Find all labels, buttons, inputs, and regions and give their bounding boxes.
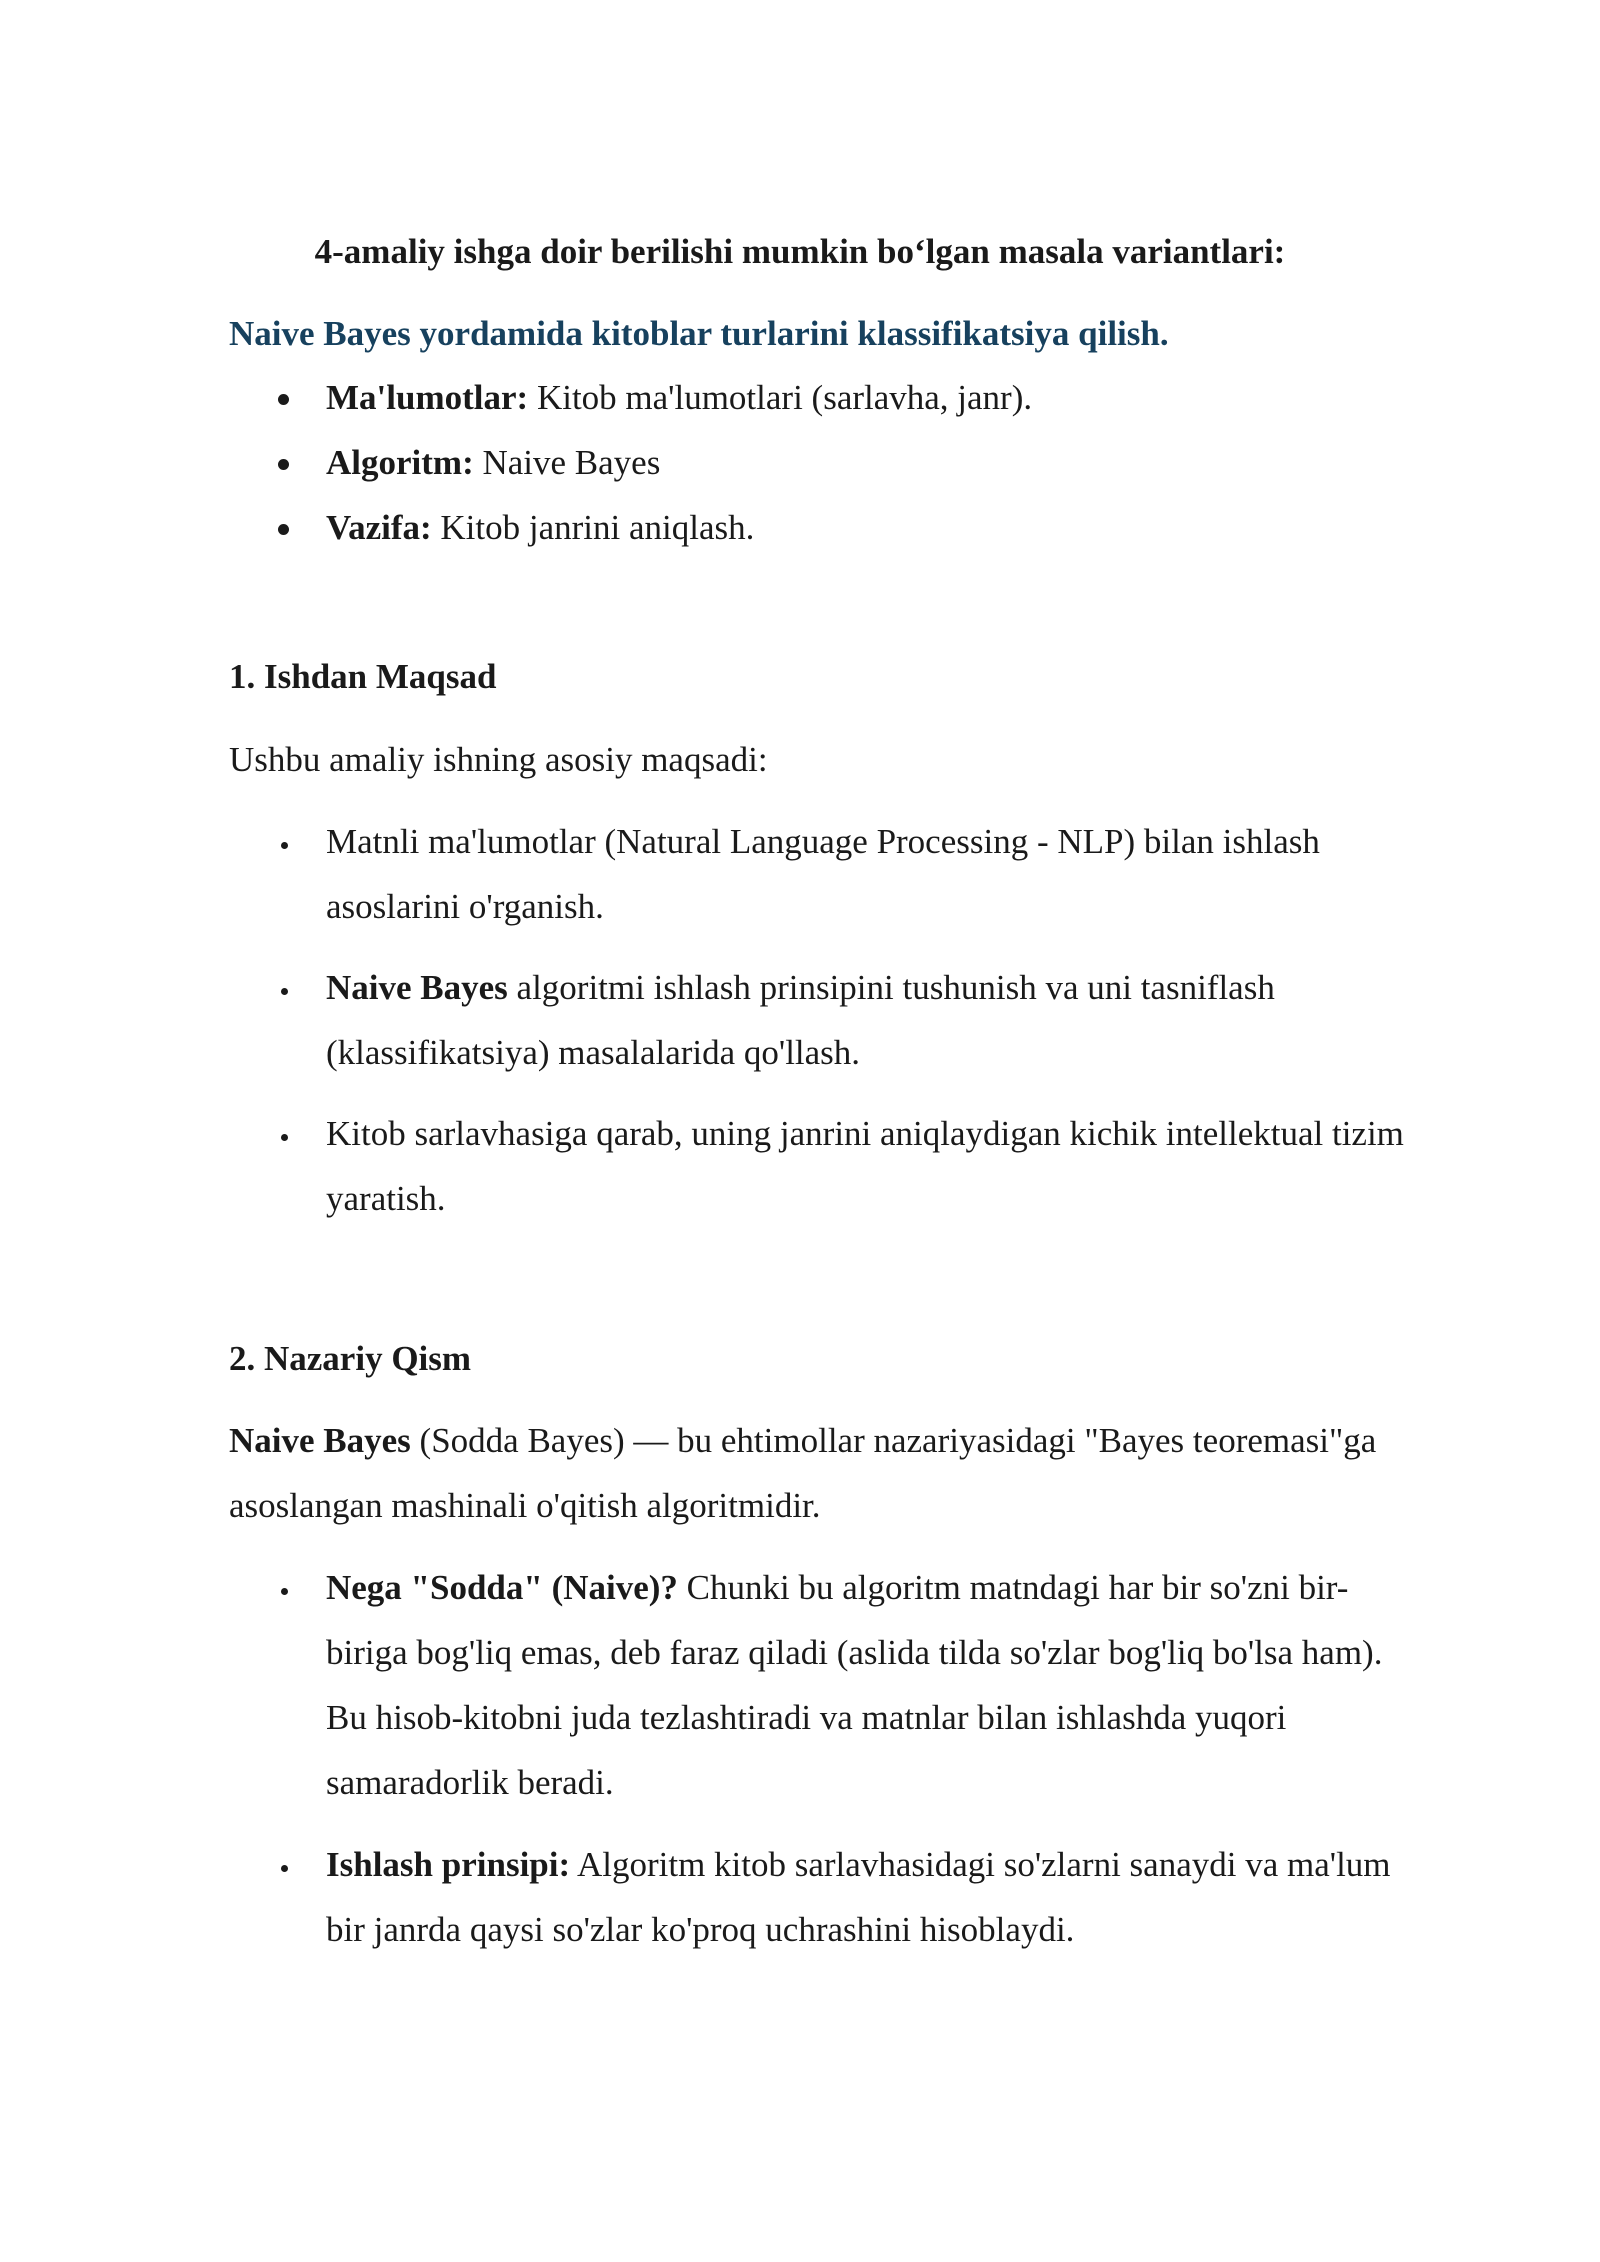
bullet-icon <box>278 394 289 405</box>
document-title: 4-amaliy ishga doir berilishi mumkin bo‘lgan masala variantlari: <box>314 232 1286 271</box>
list-item-line: Bu hisob-kitobni juda tezlashtiradi va matnlar bilan ishlashda yuqori <box>326 1698 1287 1737</box>
list-item-line: Kitob sarlavhasiga qarab, uning janrini aniqlaydigan kichik intellektual tizim <box>326 1114 1404 1153</box>
task-item <box>326 508 754 548</box>
list-item-line <box>326 968 1275 1008</box>
list-item-line: yaratish. <box>326 1179 446 1218</box>
section-intro: Ushbu amaliy ishning asosiy maqsadi: <box>229 740 768 779</box>
list-item-line <box>326 1845 1391 1885</box>
bullet-icon <box>281 1588 288 1595</box>
section-intro-line <box>229 1421 1376 1461</box>
list-item-text: Algoritm kitob sarlavhasidagi so'zlarni sanaydi va ma'lum <box>570 1845 1391 1884</box>
list-item-line: biriga bog'liq emas, deb faraz qiladi (aslida tilda so'zlar bog'liq bo'lsa ham). <box>326 1633 1383 1672</box>
intro-text: (Sodda Bayes) — bu ehtimollar nazariyasidagi "Bayes teoremasi"ga <box>410 1421 1377 1460</box>
bullet-icon <box>281 1865 288 1872</box>
section-heading: 2. Nazariy Qism <box>229 1339 472 1378</box>
task-item-text: Naive Bayes <box>473 443 661 482</box>
bullet-icon <box>281 842 288 849</box>
bullet-icon <box>278 459 289 470</box>
term-bold: Naive Bayes <box>326 968 508 1007</box>
task-item-label: Algoritm: <box>326 443 474 482</box>
list-item-line: Matnli ma'lumotlar (Natural Language Processing - NLP) bilan ishlash <box>326 822 1320 861</box>
task-item-label: Ma'lumotlar: <box>326 378 529 417</box>
bullet-icon <box>281 988 288 995</box>
list-item-line: samaradorlik beradi. <box>326 1763 614 1802</box>
bullet-icon <box>281 1134 288 1141</box>
task-item <box>326 378 1032 418</box>
list-item-line <box>326 1568 1348 1608</box>
list-item-line: bir janrda qaysi so'zlar ko'proq uchrashini hisoblaydi. <box>326 1910 1075 1949</box>
list-item-line: asoslarini o'rganish. <box>326 887 604 926</box>
section-intro-line: asoslangan mashinali o'qitish algoritmidir. <box>229 1486 821 1525</box>
task-item <box>326 443 660 483</box>
list-item-text: algoritmi ishlash prinsipini tushunish va uni tasniflash <box>507 968 1275 1007</box>
term-bold: Naive Bayes <box>229 1421 411 1460</box>
bullet-icon <box>278 524 289 535</box>
term-bold: Ishlash prinsipi: <box>326 1845 571 1884</box>
term-bold: Nega "Sodda" (Naive)? <box>326 1568 678 1607</box>
task-item-text: Kitob janrini aniqlash. <box>431 508 755 547</box>
task-item-text: Kitob ma'lumotlari (sarlavha, janr). <box>528 378 1033 417</box>
section-heading: 1. Ishdan Maqsad <box>229 657 497 696</box>
task-title: Naive Bayes yordamida kitoblar turlarini klassifikatsiya qilish. <box>229 314 1169 353</box>
task-item-label: Vazifa: <box>326 508 432 547</box>
list-item-text: Chunki bu algoritm matndagi har bir so'zni bir- <box>677 1568 1349 1607</box>
list-item-line: (klassifikatsiya) masalalarida qo'llash. <box>326 1033 861 1072</box>
